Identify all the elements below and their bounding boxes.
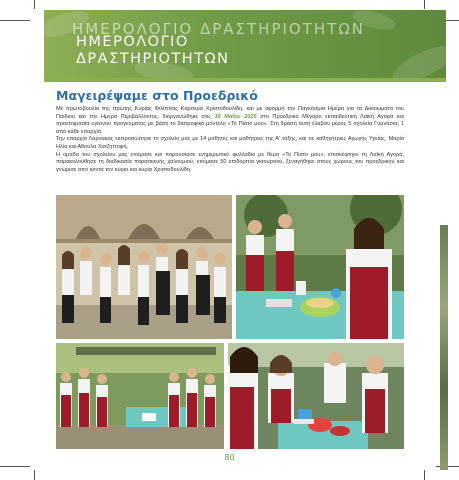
event-date: 15 Μαΐου 2025 (214, 113, 257, 120)
page-number: 80 (224, 453, 235, 462)
header-title-shadow: ΗΜΕΡΟΛΟΓΙΟ ΔΡΑΣΤΗΡΙΟΤΗΤΩΝ (72, 20, 366, 38)
header-title-line-1: ΗΜΕΡΟΛΟΓΙΟ (76, 34, 189, 50)
crop-mark (0, 20, 30, 21)
crop-mark (424, 0, 425, 9)
crop-mark (34, 0, 35, 9)
header-rule (44, 78, 446, 82)
paragraph-1-end: στο Προεδρικό Μέγαρο εκπαιδευτική Λαϊκή Αγορά και προετοιμασία υγιεινού προγεύματος με βάση το διατροφικό μοντέλο «Το Πιάτο μου». Στη δράση αυτή έλαβαν μέρος 5 σχολεία Γυμνάσια, 1 από κάθε επαρχία. (56, 113, 404, 135)
crop-mark (424, 470, 425, 480)
paragraph-2: Την επαρχία Λάρνακας εκπροσώπησε το σχολείο μας με 14 μαθητές και μαθήτριες της Α' τάξης, και τις καθηγήτριες Αγωγής Υγείας, Μαρία Ηλία και Αθούλα Χατζηττοφή. (56, 136, 404, 150)
header-title-line-2: ΔΡΑΣΤΗΡΙΟΤΗΤΩΝ (76, 51, 230, 67)
photo-fruit-preparation (236, 195, 404, 339)
photo-courtyard-group (56, 195, 232, 339)
paragraph-1-start: Με πρωτοβουλία της πρώτης Κυρίας Φιλίππας Καρσερά Χριστοδουλίδη, και με αφορμή την Παγκόσμια Ημέρα για τα Δικαιώματα του Παιδιού και την Ημέρα Περιβάλλοντος, διοργανώθηκε στις (56, 106, 404, 120)
header-banner (44, 10, 446, 78)
crop-mark (34, 470, 35, 480)
article-title: Μαγειρέψαμε στο Προεδρικό (56, 88, 258, 103)
adjacent-page-strip (440, 225, 448, 470)
paragraph-1 (56, 106, 404, 136)
crop-mark (0, 466, 30, 467)
paragraph-3: Η ομάδα του σχολείου μας ετοίμασε και παρουσίασε ενημερωτικό φυλλάδιο με θέμα «Το Πιάτο μου», επισκέφτηκε τη Λαϊκή Αγορά, παρακολούθησε τη διαδικασία παρασκευής χαλουμιού, ετοίμασε 50 επιδόρπια γιαουρτιού, ξεναγήθηκε στους χώρους του προεδρικού και γνώρισε από κοντά τον κύριο και κυρία Χριστοδουλίδη. (56, 151, 404, 173)
article-body (56, 106, 404, 174)
header-title (76, 34, 229, 68)
photo-cooking-table (228, 343, 404, 449)
photo-outdoor-group (56, 343, 224, 449)
